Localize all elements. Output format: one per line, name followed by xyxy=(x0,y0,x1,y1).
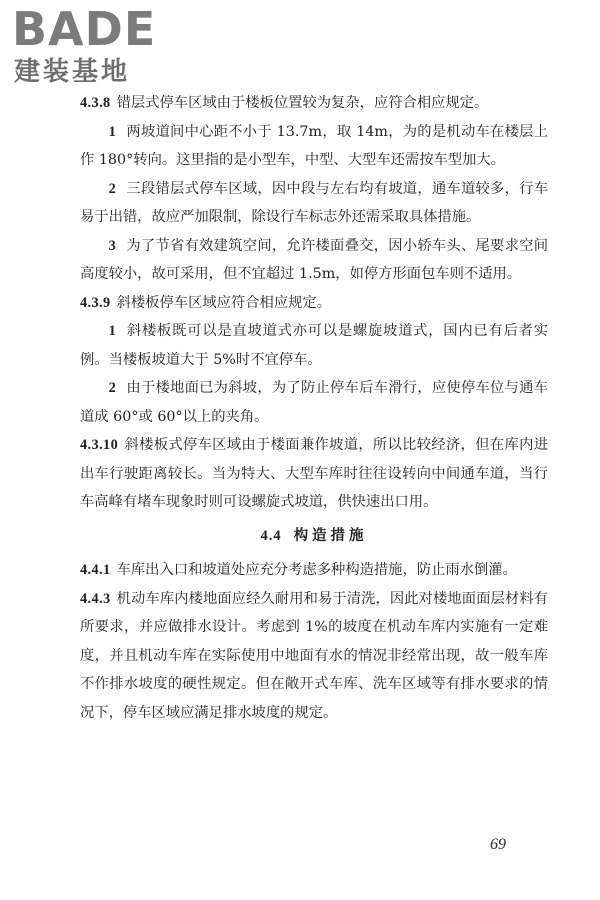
item-4-3-8-2 xyxy=(80,175,548,232)
clause-text: 机动车库内楼地面应经久耐用和易于清洗，因此对楼地面面层材料有所要求，并应做排水设计。考虑到 1%的坡度在机动车库内实施有一定难度，并且机动车库在实际使用中地面有水的情况非经常出现，故一般车库不作排水坡度的硬性规定。但在敞开式车库、洗车区域等有排水要求的情况下，停车区域应满足排水坡度的规定。 xyxy=(80,590,548,721)
clause-text: 斜楼板式停车区域由于楼面兼作坡道，所以比较经济，但在库内进出车行驶距离较长。当为特大、大型车库时往往设转向中间通车道，当行车高峰有堵车现象时则可设螺旋式坡道，供快速出口用。 xyxy=(80,437,548,510)
clause-number: 4.4.1 xyxy=(80,562,111,578)
section-number: 4.4 xyxy=(260,527,282,544)
clause-text: 错层式停车区域由于楼板位置较为复杂，应符合相应规定。 xyxy=(116,95,489,111)
item-4-3-8-3 xyxy=(80,232,548,289)
clause-4-3-10 xyxy=(80,431,548,517)
clause-4-4-3 xyxy=(80,585,548,728)
clause-number: 4.4.3 xyxy=(80,590,111,607)
item-number: 3 xyxy=(108,237,117,254)
logo-wordmark: BADE xyxy=(12,2,157,56)
item-number: 1 xyxy=(108,123,117,140)
item-text: 两坡道间中心距不小于 13.7m，取 14m，为的是机动车在楼层上作 180°转向。这里指的是小型车，中型、大型车还需按车型加大。 xyxy=(80,123,548,168)
item-number: 1 xyxy=(108,323,117,339)
item-4-3-9-2 xyxy=(80,374,548,431)
section-heading xyxy=(80,522,548,551)
item-text: 由于楼地面已为斜坡，为了防止停车后车滑行，应使停车位与通车道成 60°或 60°以上的夹角。 xyxy=(80,380,548,425)
item-text: 斜楼板既可以是直坡道式亦可以是螺旋坡道式，国内已有后者实例。当楼板坡道大于 5%时不宜停车。 xyxy=(80,323,548,368)
clause-text: 车库出入口和坡道处应充分考虑多种构造措施，防止雨水倒灌。 xyxy=(116,562,517,578)
page-number: 69 xyxy=(490,836,506,853)
item-number: 2 xyxy=(108,380,117,396)
item-number: 2 xyxy=(108,180,117,197)
clause-4-3-9 xyxy=(80,289,548,318)
clause-number: 4.3.8 xyxy=(80,95,111,111)
document-body xyxy=(80,89,548,727)
logo-subtitle: 建装基地 xyxy=(14,57,131,87)
bade-logo xyxy=(12,2,182,90)
item-text: 三段错层式停车区域，因中段与左右均有坡道，通车道较多，行车易于出错，故应严加限制，除设行车标志外还需采取具体措施。 xyxy=(80,180,548,225)
clause-number: 4.3.9 xyxy=(80,294,111,311)
item-4-3-9-1 xyxy=(80,317,548,374)
clause-number: 4.3.10 xyxy=(80,437,119,453)
item-text: 为了节省有效建筑空间，允许楼面叠交，因小轿车头、尾要求空间高度较小，故可采用，但不宜超过 1.5m，如停方形面包车则不适用。 xyxy=(80,237,548,282)
clause-text: 斜楼板停车区域应符合相应规定。 xyxy=(116,294,332,311)
item-4-3-8-1 xyxy=(80,118,548,175)
clause-4-4-1 xyxy=(80,556,548,585)
clause-4-3-8 xyxy=(80,89,548,118)
section-title: 构造措施 xyxy=(293,527,368,544)
